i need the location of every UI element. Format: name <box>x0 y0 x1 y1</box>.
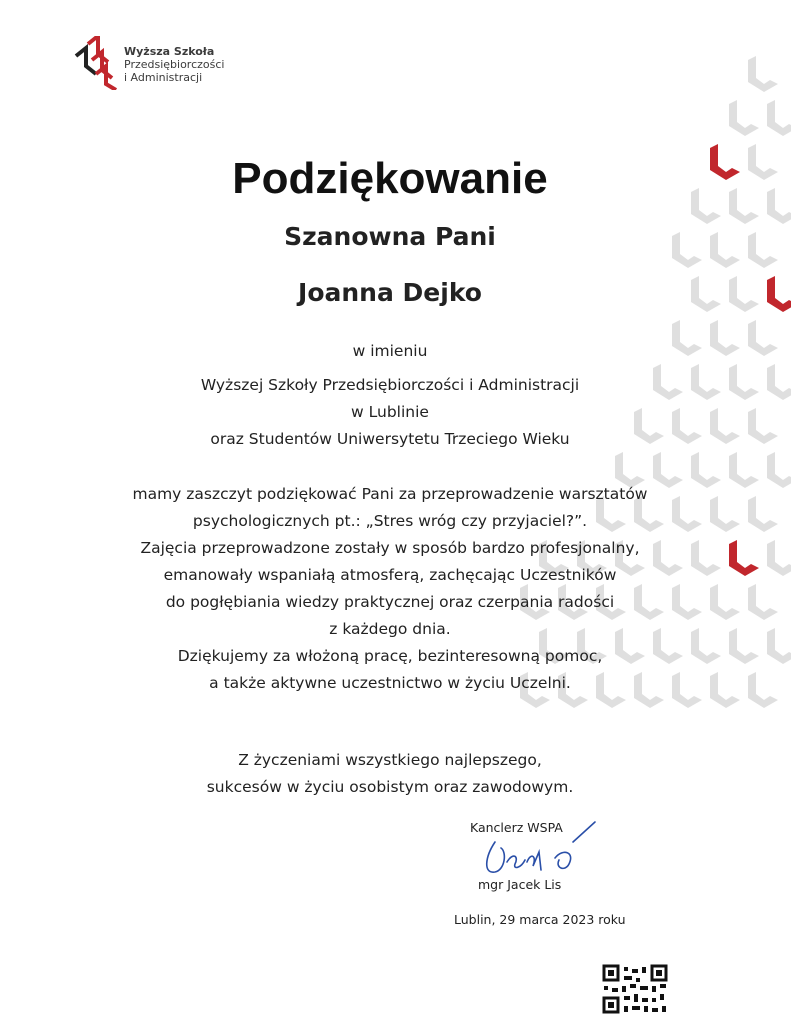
pattern-tile <box>729 364 759 400</box>
org-line: w Lublinie <box>351 403 429 421</box>
thanks-line: do pogłębiania wiedzy praktycznej oraz czerpania radości <box>165 593 615 611</box>
pattern-tile <box>748 144 778 180</box>
wishes-line: sukcesów w życiu osobistym oraz zawodowym. <box>206 778 574 796</box>
pattern-tile <box>691 364 721 400</box>
logo-line-2: Przedsiębiorczości <box>124 58 225 71</box>
pattern-tile <box>748 232 778 268</box>
wspa-logo-icon <box>74 36 120 90</box>
org-line: oraz Studentów Uniwersytetu Trzeciego Wieku <box>210 430 570 448</box>
pattern-tile <box>767 364 791 400</box>
pattern-tile <box>729 276 759 312</box>
pattern-tile <box>767 188 791 224</box>
pattern-tile <box>767 100 791 136</box>
recipient-name: Joanna Dejko <box>298 278 482 307</box>
salutation: Szanowna Pani <box>284 222 496 251</box>
pattern-tile <box>748 672 778 708</box>
intro-text: w imieniu <box>352 342 428 360</box>
pattern-tile <box>748 584 778 620</box>
qr-code-icon <box>602 964 668 1014</box>
pattern-accent-red <box>729 540 759 576</box>
logo-line-3: i Administracji <box>124 71 203 84</box>
thanks-line: a także aktywne uczestnictwo w życiu Uczelni. <box>209 674 571 692</box>
pattern-tile <box>729 188 759 224</box>
pattern-tile <box>729 100 759 136</box>
pattern-tile <box>710 408 740 444</box>
pattern-tile <box>672 584 702 620</box>
pattern-tile <box>748 496 778 532</box>
pattern-tile <box>710 496 740 532</box>
pattern-tile <box>710 584 740 620</box>
pattern-accent-red <box>767 276 791 312</box>
thanks-paragraph <box>130 481 650 697</box>
organization-block <box>130 372 650 453</box>
thanks-line: psychologicznych pt.: „Stres wróg czy przyjaciel?”. <box>192 512 588 530</box>
pattern-tile <box>767 540 791 576</box>
thanks-line: z każdego dnia. <box>329 620 451 638</box>
pattern-tile <box>691 452 721 488</box>
pattern-tile <box>653 540 683 576</box>
pattern-tile <box>653 452 683 488</box>
thanks-line: Zajęcia przeprowadzone zostały w sposób bardzo profesjonalny, <box>140 539 640 557</box>
thanks-line: Dziękujemy za włożoną pracę, bezinteresowną pomoc, <box>177 647 603 665</box>
pattern-tile <box>710 232 740 268</box>
pattern-tile <box>672 320 702 356</box>
pattern-tile <box>672 408 702 444</box>
signature-date: Lublin, 29 marca 2023 roku <box>454 912 626 927</box>
pattern-tile <box>691 188 721 224</box>
page-title: Podziękowanie <box>232 154 548 203</box>
pattern-tile <box>748 408 778 444</box>
signatory-name: mgr Jacek Lis <box>478 877 562 892</box>
pattern-tile <box>729 452 759 488</box>
wishes-line: Z życzeniami wszystkiego najlepszego, <box>238 751 542 769</box>
pattern-tile <box>672 232 702 268</box>
signatory-role: Kanclerz WSPA <box>470 820 563 835</box>
pattern-accent-red <box>710 144 740 180</box>
org-line: Wyższej Szkoły Przedsiębiorczości i Administracji <box>200 376 580 394</box>
wishes-paragraph <box>130 747 650 801</box>
pattern-tile <box>748 320 778 356</box>
pattern-tile <box>691 628 721 664</box>
pattern-tile <box>710 320 740 356</box>
pattern-tile <box>767 628 791 664</box>
pattern-tile <box>710 672 740 708</box>
logo-text <box>124 45 224 84</box>
logo-line-1: Wyższa Szkoła <box>124 45 215 58</box>
pattern-tile <box>767 452 791 488</box>
pattern-tile <box>672 672 702 708</box>
thanks-line: mamy zaszczyt podziękować Pani za przeprowadzenie warsztatów <box>132 485 648 503</box>
pattern-tile <box>653 364 683 400</box>
pattern-tile <box>691 540 721 576</box>
pattern-tile <box>729 628 759 664</box>
pattern-tile <box>653 628 683 664</box>
pattern-tile <box>672 496 702 532</box>
thanks-line: emanowały wspaniałą atmosferą, zachęcając Uczestników <box>163 566 617 584</box>
pattern-tile <box>748 56 778 92</box>
pattern-tile <box>691 276 721 312</box>
